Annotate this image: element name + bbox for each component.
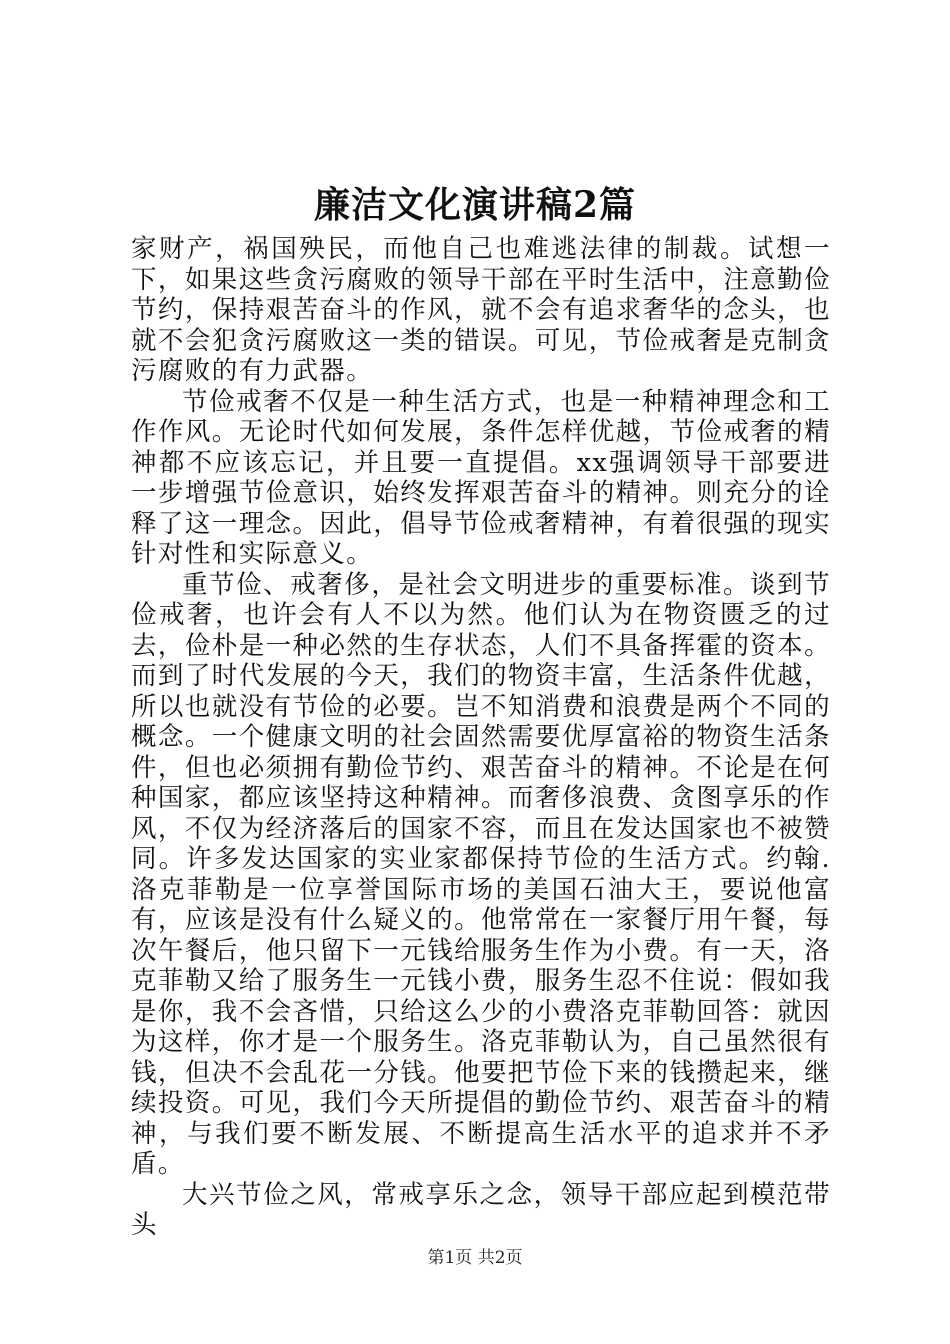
paragraph-4: 大兴节俭之风，常戒享乐之念，领导干部应起到模范带头 bbox=[131, 1179, 831, 1240]
document-body bbox=[131, 234, 831, 1241]
page-footer: 第1页 共2页 bbox=[427, 1248, 523, 1268]
paragraph-1: 家财产，祸国殃民，而他自己也难逃法律的制裁。试想一下，如果这些贪污腐败的领导干部在平时生活中，注意勤俭节约，保持艰苦奋斗的作风，就不会有追求奢华的念头，也就不会犯贪污腐败这一类的错误。可见，节俭戒奢是克制贪污腐败的有力武器。 bbox=[131, 234, 831, 386]
paragraph-3: 重节俭、戒奢侈，是社会文明进步的重要标准。谈到节俭戒奢，也许会有人不以为然。他们认为在物资匮乏的过去，俭朴是一种必然的生存状态，人们不具备挥霍的资本。而到了时代发展的今天，我们的物资丰富，生活条件优越，所以也就没有节俭的必要。岂不知消费和浪费是两个不同的概念。一个健康文明的社会固然需要优厚富裕的物资生活条件，但也必须拥有勤俭节约、艰苦奋斗的精神。不论是在何种国家，都应该坚持这种精神。而奢侈浪费、贪图享乐的作风，不仅为经济落后的国家不容，而且在发达国家也不被赞同。许多发达国家的实业家都保持节俭的生活方式。约翰.洛克菲勒是一位享誉国际市场的美国石油大王，要说他富有，应该是没有什么疑义的。他常常在一家餐厅用午餐，每次午餐后，他只留下一元钱给服务生作为小费。有一天，洛克菲勒又给了服务生一元钱小费，服务生忍不住说：假如我是你，我不会吝惜，只给这么少的小费洛克菲勒回答：就因为这样，你才是一个服务生。洛克菲勒认为，自己虽然很有钱，但决不会乱花一分钱。他要把节俭下来的钱攒起来，继续投资。可见，我们今天所提倡的勤俭节约、艰苦奋斗的精神，与我们要不断发展、不断提高生活水平的追求并不矛盾。 bbox=[131, 569, 831, 1179]
paragraph-2: 节俭戒奢不仅是一种生活方式，也是一种精神理念和工作作风。无论时代如何发展，条件怎样优越，节俭戒奢的精神都不应该忘记，并且要一直提倡。xx强调领导干部要进一步增强节俭意识，始终发挥艰苦奋斗的精神。则充分的诠释了这一理念。因此，倡导节俭戒奢精神，有着很强的现实针对性和实际意义。 bbox=[131, 386, 831, 569]
document-title: 廉洁文化演讲稿2篇 bbox=[313, 184, 637, 226]
